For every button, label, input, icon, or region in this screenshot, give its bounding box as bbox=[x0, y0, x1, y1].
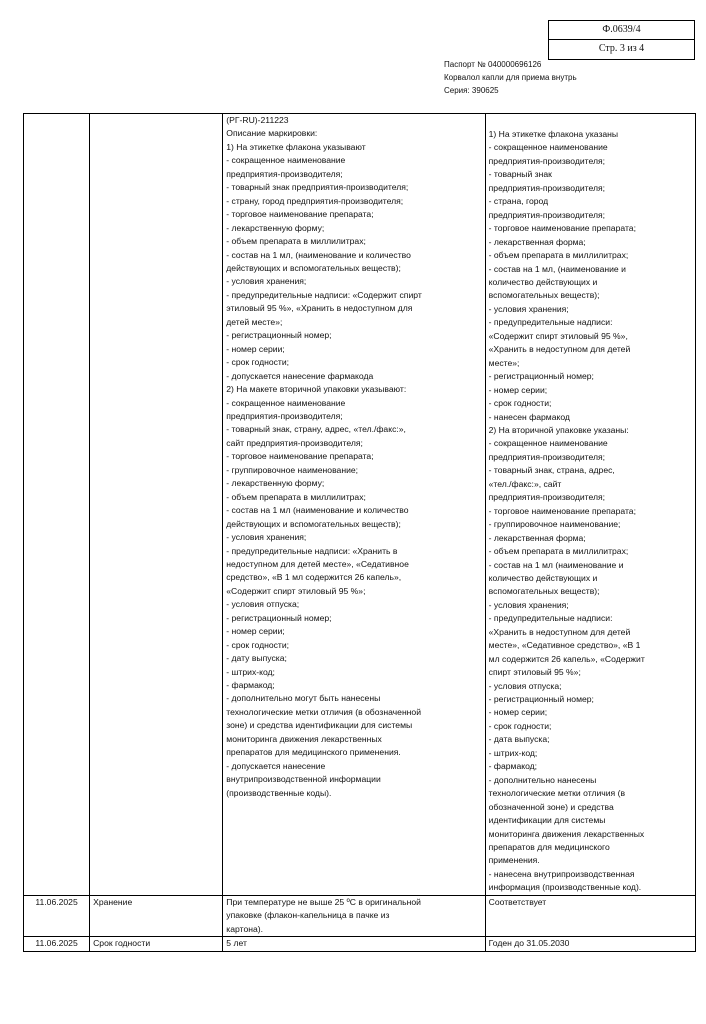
result-line: - состав на 1 мл, (наименование и bbox=[488, 263, 626, 274]
requirement-line: действующих и вспомогательных веществ); bbox=[226, 262, 401, 273]
requirement-line: - состав на 1 мл (наименование и количество bbox=[226, 505, 409, 516]
result-line: - срок годности; bbox=[488, 720, 552, 731]
requirement-line: - срок годности; bbox=[226, 357, 290, 368]
requirement-line: 2) На макете вторичной упаковки указывают: bbox=[226, 384, 407, 395]
table-row-marking bbox=[24, 114, 696, 896]
product-name: Корвалол капли для приема внутрь bbox=[444, 73, 577, 82]
result-line: месте», «Седативное средство», «В 1 bbox=[488, 640, 641, 651]
requirement-line: - регистрационный номер; bbox=[226, 612, 332, 623]
storage-indicator: Хранение bbox=[90, 895, 223, 936]
result-line: - предупредительные надписи: bbox=[488, 317, 613, 328]
table-row-shelf-life bbox=[24, 937, 696, 951]
storage-date: 11.06.2025 bbox=[24, 895, 90, 936]
result-line: - штрих-код; bbox=[488, 747, 538, 758]
result-line: 1) На этикетке флакона указаны bbox=[488, 129, 619, 139]
requirement-line: - условия хранения; bbox=[226, 276, 307, 287]
result-line: - сокращенное наименование bbox=[488, 438, 608, 449]
requirement-line: - объем препарата в миллилитрах; bbox=[226, 491, 366, 502]
result-line: - условия отпуска; bbox=[488, 680, 562, 691]
requirement-line: - предупредительные надписи: «Хранить в bbox=[226, 545, 398, 556]
result-line: предприятия-производителя; bbox=[488, 451, 606, 462]
result-line: - торговое наименование препарата; bbox=[488, 505, 636, 516]
shelf-life-result: Годен до 31.05.2030 bbox=[485, 937, 695, 951]
storage-result: Соответствует bbox=[485, 895, 695, 936]
requirement-line: - предупредительные надписи: «Содержит спирт bbox=[226, 289, 422, 300]
requirement-line: картона). bbox=[226, 923, 263, 934]
result-line: - объем препарата в миллилитрах; bbox=[488, 546, 629, 557]
requirement-line: - номер серии; bbox=[226, 343, 285, 354]
result-line: 2) На вторичной упаковке указаны: bbox=[488, 424, 629, 435]
requirement-line: внутрипроизводственной информации bbox=[226, 774, 381, 785]
result-line: спирт этиловый 95 %»; bbox=[488, 667, 581, 678]
requirement-line: действующих и вспомогательных веществ); bbox=[226, 518, 401, 529]
table-row-storage bbox=[24, 895, 696, 936]
shelf-life-date: 11.06.2025 bbox=[24, 937, 90, 951]
result-line: «Хранить в недоступном для детей bbox=[488, 344, 631, 355]
requirement-line: предприятия-производителя; bbox=[226, 410, 343, 421]
result-line: - регистрационный номер; bbox=[488, 371, 594, 382]
requirement-line: детей месте»; bbox=[226, 316, 283, 327]
result-line: мл содержится 26 капель», «Содержит bbox=[488, 653, 645, 664]
requirement-line: - срок годности; bbox=[226, 639, 290, 650]
requirement-line: - торговое наименование препарата; bbox=[226, 451, 374, 462]
requirement-line: «Содержит спирт этиловый 95 %»; bbox=[226, 585, 366, 596]
requirement-line: - допускается нанесение bbox=[226, 760, 326, 771]
result-line: количество действующих и bbox=[488, 572, 598, 583]
result-line: - сокращенное наименование bbox=[488, 142, 608, 153]
result-line: - дополнительно нанесены bbox=[488, 774, 597, 785]
result-line: - дата выпуска; bbox=[488, 734, 550, 745]
requirement-line: - сокращенное наименование bbox=[226, 155, 346, 166]
shelf-life-requirement: 5 лет bbox=[223, 937, 485, 951]
result-line: - номер серии; bbox=[488, 707, 548, 718]
requirement-line: сайт предприятия-производителя; bbox=[226, 437, 363, 448]
requirement-line: Описание маркировки: bbox=[226, 128, 318, 139]
result-line: - срок годности; bbox=[488, 398, 552, 409]
result-line: - лекарственная форма; bbox=[488, 532, 586, 543]
requirement-line: - фармакод; bbox=[226, 680, 275, 691]
requirement-line: мониторинга движения лекарственных bbox=[226, 733, 382, 744]
requirement-line: (производственные коды). bbox=[226, 787, 332, 798]
requirement-line: - группировочное наименование; bbox=[226, 464, 359, 475]
requirement-line: - лекарственную форму; bbox=[226, 478, 325, 489]
requirement-line: средство», «В 1 мл содержится 26 капель», bbox=[226, 572, 402, 583]
result-line: - нанесен фармакод bbox=[488, 411, 570, 422]
result-line: технологические метки отличия (в bbox=[488, 788, 626, 799]
marking-date-cell bbox=[24, 114, 90, 896]
requirement-line: недоступном для детей месте», «Седативное bbox=[226, 558, 409, 569]
passport-header bbox=[444, 58, 577, 97]
result-line: - условия хранения; bbox=[488, 599, 569, 610]
result-line: «Содержит спирт этиловый 95 %», bbox=[488, 330, 628, 341]
requirement-line: этиловый 95 %», «Хранить в недоступном для bbox=[226, 303, 413, 314]
result-line: обозначенной зоне) и средства bbox=[488, 801, 614, 812]
requirement-line: предприятия-производителя; bbox=[226, 168, 343, 179]
result-line: вспомогательных веществ); bbox=[488, 290, 600, 301]
result-line: - условия хранения; bbox=[488, 303, 569, 314]
marking-result-cell bbox=[485, 114, 695, 896]
result-line: месте»; bbox=[488, 357, 520, 368]
requirement-line: - штрих-код; bbox=[226, 666, 275, 677]
requirement-line: - состав на 1 мл, (наименование и количество bbox=[226, 249, 411, 260]
requirement-line: - допускается нанесение фармакода bbox=[226, 370, 374, 381]
marking-indicator-cell bbox=[90, 114, 223, 896]
result-line: предприятия-производителя; bbox=[488, 182, 606, 193]
requirement-line: препаратов для медицинского применения. bbox=[226, 747, 401, 758]
result-line: - торговое наименование препарата; bbox=[488, 223, 636, 234]
result-line: применения. bbox=[488, 855, 540, 866]
result-line: - товарный знак bbox=[488, 169, 552, 180]
requirement-line: 1) На этикетке флакона указывают bbox=[226, 141, 366, 152]
requirement-line: - лекарственную форму; bbox=[226, 222, 325, 233]
result-line: идентификации для системы bbox=[488, 815, 606, 826]
form-number-box bbox=[548, 20, 695, 60]
result-line: вспомогательных веществ); bbox=[488, 586, 600, 597]
result-line: - регистрационный номер; bbox=[488, 694, 594, 705]
result-line: информация (производственные код). bbox=[488, 882, 642, 893]
result-line: - нанесена внутрипроизводственная bbox=[488, 868, 635, 879]
requirement-line: - номер серии; bbox=[226, 626, 285, 637]
requirement-line: упаковке (флакон-капельница в пачке из bbox=[226, 910, 390, 921]
requirement-line: зоне) и средства идентификации для системы bbox=[226, 720, 413, 731]
requirement-line: - условия отпуска; bbox=[226, 599, 300, 610]
analysis-table bbox=[23, 113, 696, 952]
result-line: предприятия-производителя; bbox=[488, 492, 606, 503]
page-label: Стр. 3 из 4 bbox=[598, 43, 645, 54]
result-line: - товарный знак, страна, адрес, bbox=[488, 465, 615, 476]
series-number: Серия: 390625 bbox=[444, 86, 499, 95]
requirement-line: - дополнительно могут быть нанесены bbox=[226, 693, 381, 704]
requirement-line: - товарный знак предприятия-производителя; bbox=[226, 182, 409, 193]
requirement-line: - страну, город предприятия-производителя; bbox=[226, 195, 404, 206]
result-line: - номер серии; bbox=[488, 384, 548, 395]
requirement-line: - объем препарата в миллилитрах; bbox=[226, 236, 366, 247]
requirement-line: - товарный знак, страну, адрес, «тел./факс:», bbox=[226, 424, 406, 435]
storage-requirement-cell bbox=[223, 895, 485, 936]
result-line: - лекарственная форма; bbox=[488, 236, 586, 247]
requirement-line: - сокращенное наименование bbox=[226, 397, 346, 408]
result-line: «тел./факс:», сайт bbox=[488, 478, 562, 489]
result-line: - предупредительные надписи: bbox=[488, 613, 613, 624]
requirement-line: - торговое наименование препарата; bbox=[226, 209, 374, 220]
result-line: - состав на 1 мл (наименование и bbox=[488, 559, 624, 570]
result-line: предприятия-производителя; bbox=[488, 209, 606, 220]
result-line: препаратов для медицинского bbox=[488, 842, 610, 853]
requirement-line: - дату выпуска; bbox=[226, 653, 287, 664]
requirement-line: технологические метки отличия (в обозначенной bbox=[226, 706, 422, 717]
result-line: предприятия-производителя; bbox=[488, 155, 606, 166]
marking-requirement-cell bbox=[223, 114, 485, 896]
form-number: Ф.0639/4 bbox=[549, 21, 694, 40]
result-line: - группировочное наименование; bbox=[488, 519, 621, 530]
result-line: - объем препарата в миллилитрах; bbox=[488, 250, 629, 261]
requirement-line: (РГ-RU)-211223 bbox=[226, 115, 289, 125]
result-line: «Хранить в недоступном для детей bbox=[488, 626, 631, 637]
passport-number: Паспорт № 040000696126 bbox=[444, 60, 542, 69]
result-line: количество действующих и bbox=[488, 276, 598, 287]
result-line: - страна, город bbox=[488, 196, 549, 207]
result-line: мониторинга движения лекарственных bbox=[488, 828, 645, 839]
result-line: - фармакод; bbox=[488, 761, 538, 772]
shelf-life-indicator: Срок годности bbox=[90, 937, 223, 951]
requirement-line: - регистрационный номер; bbox=[226, 330, 332, 341]
requirement-line: - условия хранения; bbox=[226, 532, 307, 543]
requirement-line: При температуре не выше 25 ºС в оригинальной bbox=[226, 896, 421, 907]
